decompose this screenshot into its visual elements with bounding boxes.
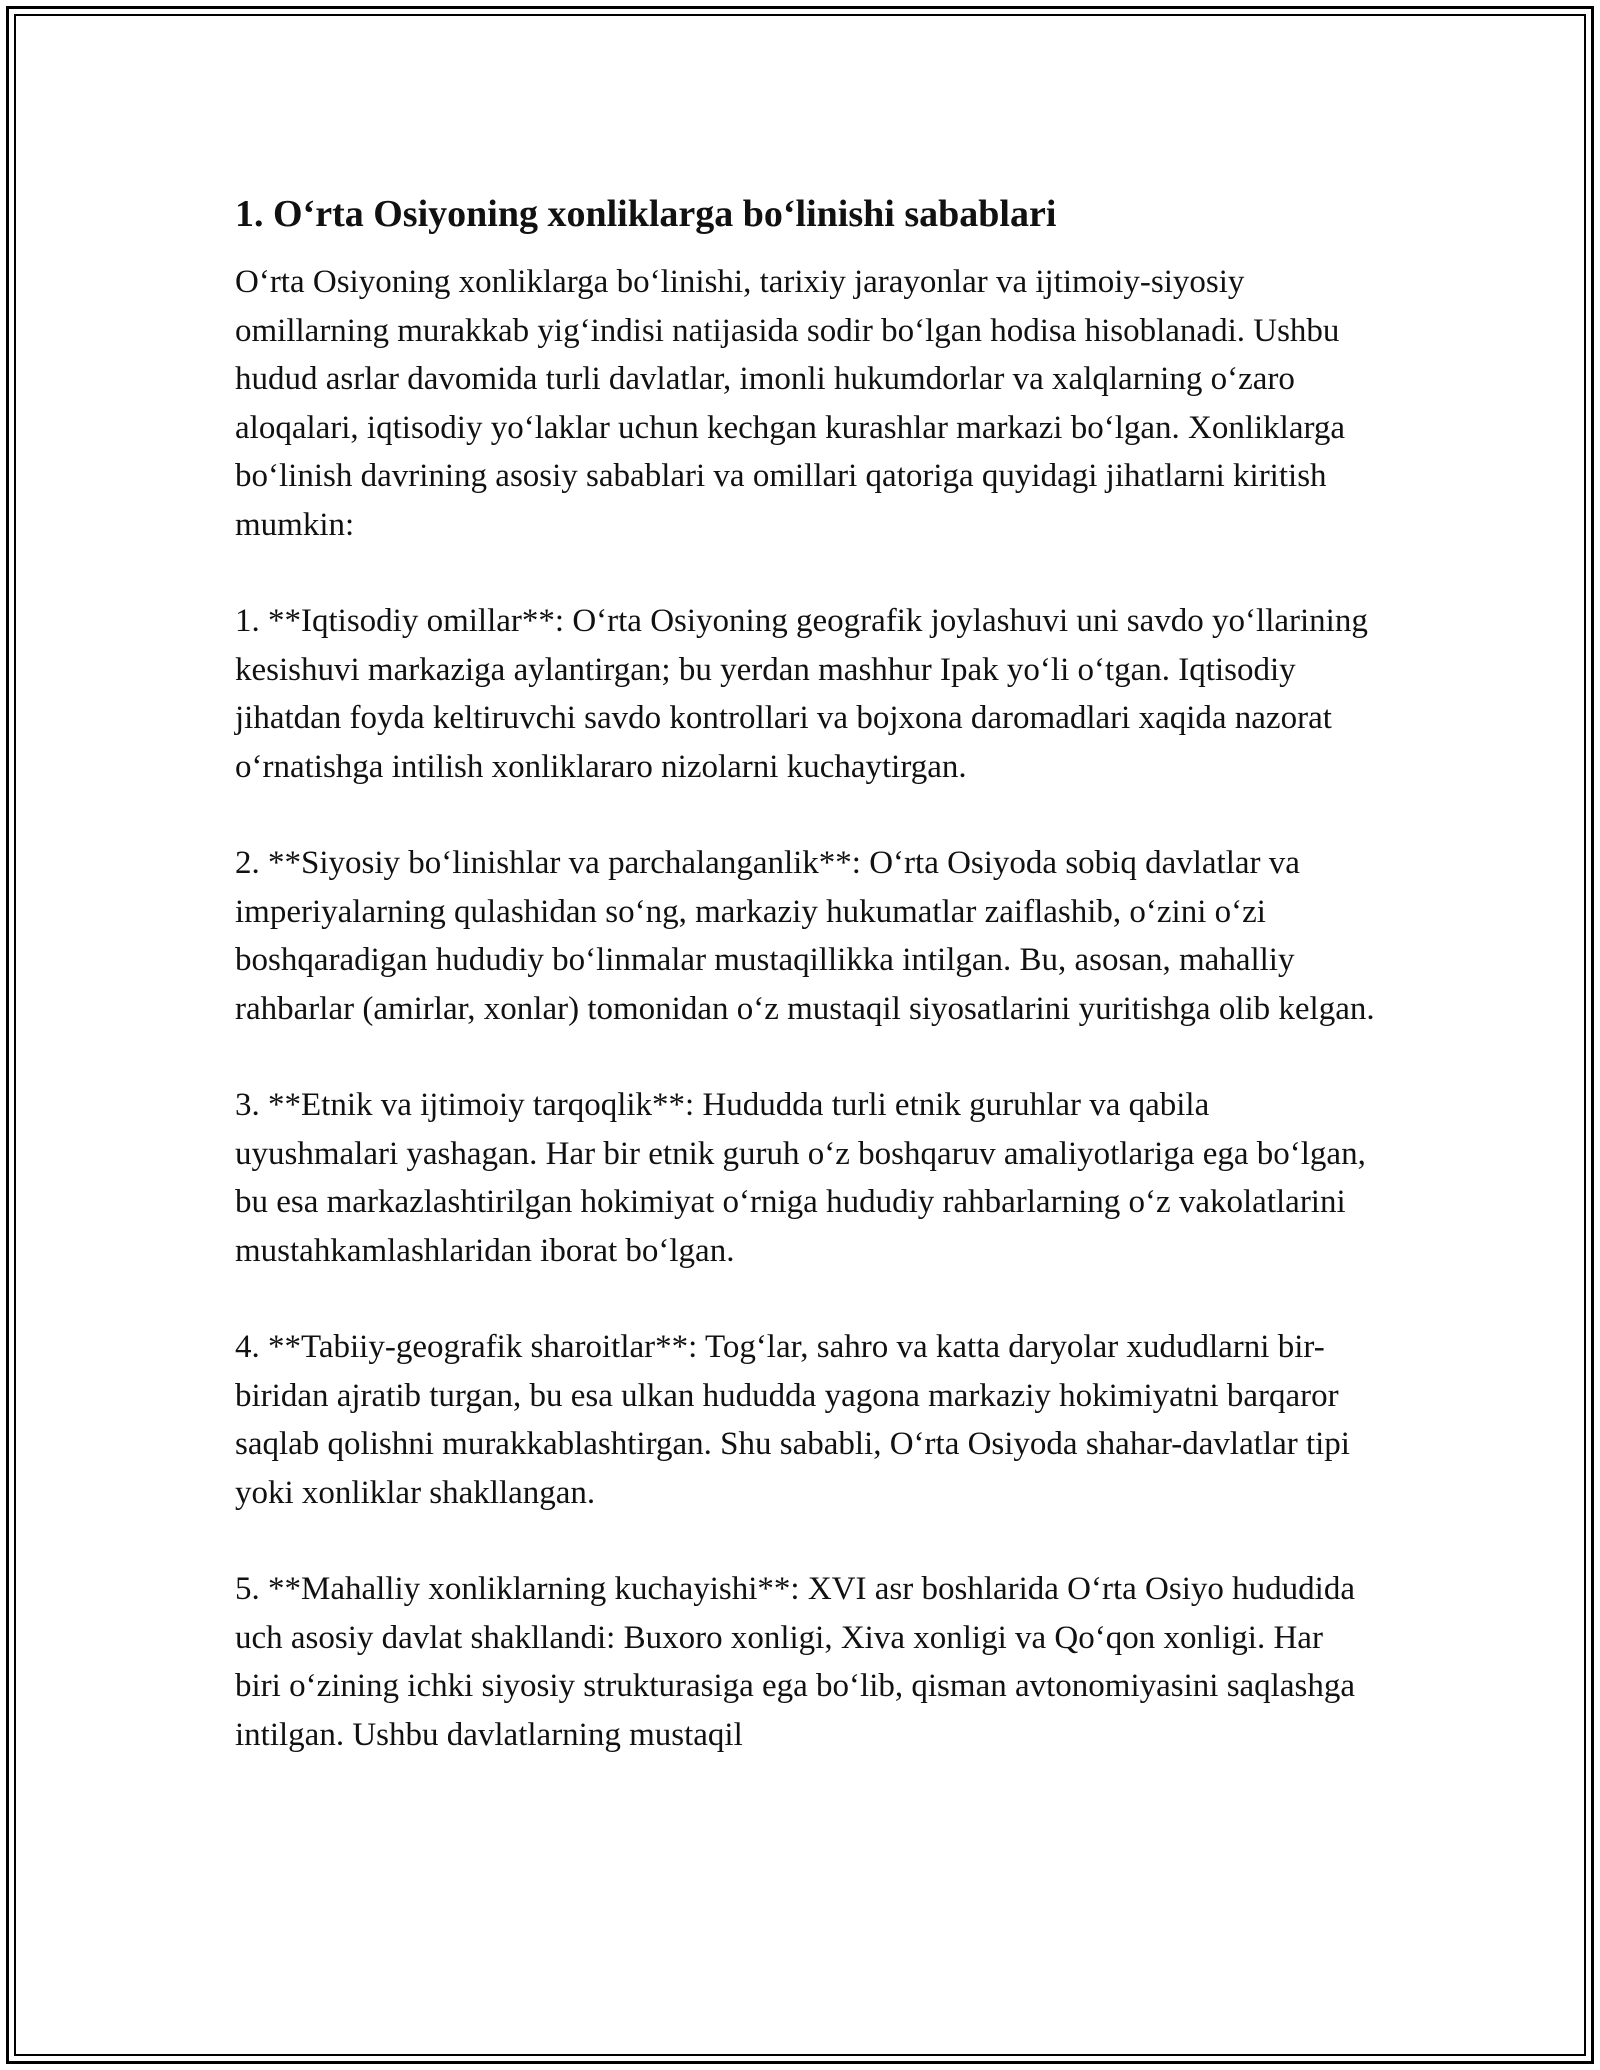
document-title: 1. O‘rta Osiyoning xonliklarga bo‘linishi sabablari (235, 193, 1057, 235)
intro-paragraph: O‘rta Osiyoning xonliklarga bo‘linishi, tarixiy jarayonlar va ijtimoiy-siyosiy omillarning murakkab yig‘indisi natijasida sodir bo‘lgan hodisa hisoblanadi. Ushbu hudud asrlar davomida turli davlatlar, imonli hukumdorlar va xalqlarning o‘zaro aloqalari, iqtisodiy yo‘laklar uchun kechgan kurashlar markazi bo‘lgan. Xonliklarga bo‘linish davrining asosiy sabablari va omillari qatoriga quyidagi jihatlarni kiritish mumkin: (235, 264, 1346, 543)
point-local-khanates: 5. **Mahalliy xonliklarning kuchayishi**: XVI asr boshlarida O‘rta Osiyo hududida uch asosiy davlat shakllandi: Buxoro xonligi, Xiva xonligi va Qo‘qon xonligi. Har biri o‘zining ichki siyosiy strukturasiga ega bo‘lib, qisman avtonomiyasini saqlashga intilgan. Ushbu davlatlarning mustaqil (235, 1571, 1355, 1753)
point-natural-geographic: 4. **Tabiiy-geografik sharoitlar**: Tog‘lar, sahro va katta daryolar xududlarni bir-biridan ajratib turgan, bu esa ulkan hududda yagona markaziy hokimiyatni barqaror saqlab qolishni murakkablashtirgan. Shu sababli, O‘rta Osiyoda shahar-davlatlar tipi yoki xonliklar shakllangan. (235, 1329, 1350, 1511)
document-body (235, 188, 1375, 1807)
point-ethnic-social: 3. **Etnik va ijtimoiy tarqoqlik**: Hududda turli etnik guruhlar va qabila uyushmalari yashagan. Har bir etnik guruh o‘z boshqaruv amaliyotlariga ega bo‘lgan, bu esa markazlashtirilgan hokimiyat o‘rniga hududiy rahbarlarning o‘z vakolatlarini mustahkamlashlaridan iborat bo‘lgan. (235, 1087, 1366, 1269)
point-political-division: 2. **Siyosiy bo‘linishlar va parchalanganlik**: O‘rta Osiyoda sobiq davlatlar va imperiyalarning qulashidan so‘ng, markaziy hukumatlar zaiflashib, o‘zini o‘zi boshqaradigan hududiy bo‘linmalar mustaqillikka intilgan. Bu, asosan, mahalliy rahbarlar (amirlar, xonlar) tomonidan o‘z mustaqil siyosatlarini yuritishga olib kelgan. (235, 845, 1375, 1027)
point-economic-factors: 1. **Iqtisodiy omillar**: O‘rta Osiyoning geografik joylashuvi uni savdo yo‘llarining kesishuvi markaziga aylantirgan; bu yerdan mashhur Ipak yo‘li o‘tgan. Iqtisodiy jihatdan foyda keltiruvchi savdo kontrollari va bojxona daromadlari xaqida nazorat o‘rnatishga intilish xonliklararo nizolarni kuchaytirgan. (235, 603, 1368, 785)
